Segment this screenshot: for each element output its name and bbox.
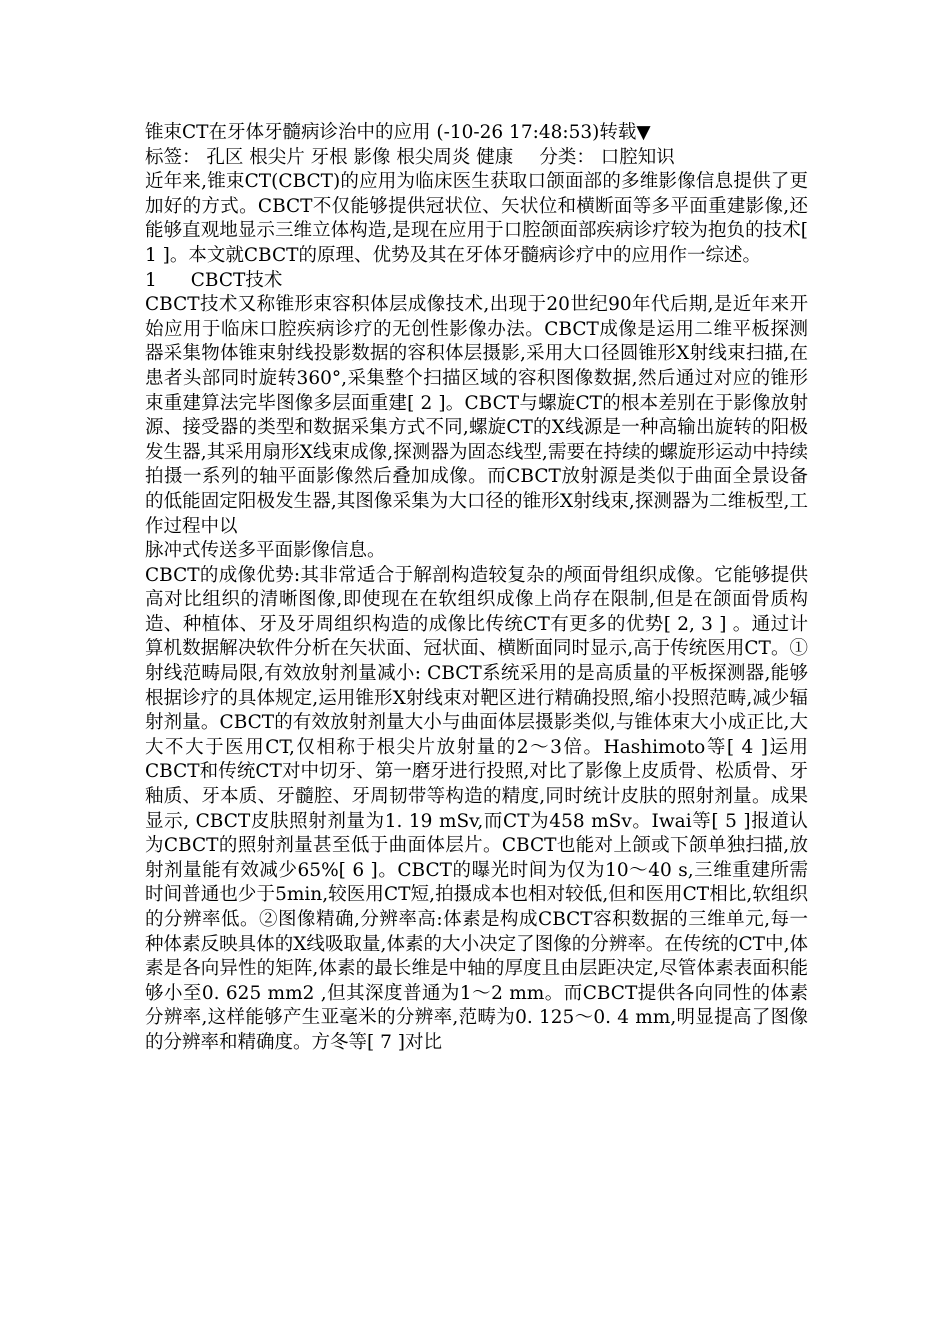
intro-paragraph: 近年来,锥束CT(CBCT)的应用为临床医生获取口颌面部的多维影像信息提供了更加好的方式。CBCT不仅能够提供冠状位、矢状位和横断面等多平面重建影像,还能够直观地显示三维立体构造,是现在应用于口腔颌面部疾病诊疗较为抱负的技术[ 1 ]。本文就CBCT的原理、优势及其在牙体牙髓病诊疗中的应用作一综述。: [145, 171, 808, 266]
article-title: 锥束CT在牙体牙髓病诊治中的应用 (-10-26 17:48:53)转载▼: [145, 122, 651, 143]
tags-label: 标签：: [145, 146, 201, 168]
section-heading: [145, 269, 808, 294]
section-number: 1: [145, 269, 157, 291]
body-paragraph-2: 脉冲式传送多平面影像信息。: [145, 540, 386, 562]
section-title: CBCT技术: [190, 269, 283, 291]
tags-line: [145, 146, 808, 171]
body-paragraph-1: CBCT技术又称锥形束容积体层成像技术,出现于20世纪90年代后期,是近年来开始应用于临床口腔疾病诊疗的无创性影像办法。CBCT成像是运用二维平板探测器采集物体锥束射线投影数据的容积体层摄影,采用大口径圆锥形X射线束扫描,在患者头部同时旋转360°,采集整个扫描区域的容积图像数据,然后通过对应的锥形束重建算法完毕图像多层面重建[ 2 ]。CBCT与螺旋CT的根本差别在于影像放射源、接受器的类型和数据采集方式不同,螺旋CT的X线源是一种高输出旋转的阳极发生器,其采用扇形X线束成像,探测器为固态线型,需要在持续的螺旋形运动中持续拍摄一系列的轴平面影像然后叠加成像。而CBCT放射源是类似于曲面全景设备的低能固定阳极发生器,其图像采集为大口径的锥形X射线束,探测器为二维板型,工作过程中以: [145, 294, 808, 537]
body-paragraph-3: CBCT的成像优势:其非常适合于解剖构造较复杂的颅面骨组织成像。它能够提供高对比组织的清晰图像,即使现在在软组织成像上尚存在限制,但是在颌面骨质构造、种植体、牙及牙周组织构造的成像比传统CT有更多的优势[ 2, 3 ] 。通过计算机数据解决软件分析在矢状面、冠状面、横断面同时显示,高于传统医用CT。①射线范畴局限,有效放射剂量减小: CBCT系统采用的是高质量的平板探测器,能够根据诊疗的具体规定,运用锥形X射线束对靶区进行精确投照,缩小投照范畴,减少辐射剂量。CBCT的有效放射剂量大小与曲面体层摄影类似,与锥体束大小成正比,大大不大于医用CT,仅相称于根尖片放射量的2～3倍。Hashimoto等[ 4 ]运用CBCT和传统CT对中切牙、第一磨牙进行投照,对比了影像上皮质骨、松质骨、牙釉质、牙本质、牙髓腔、牙周韧带等构造的精度,同时统计皮肤的照射剂量。成果显示, CBCT皮肤照射剂量为1. 19 mSv,而CT为458 mSv。Iwai等[ 5 ]报道认为CBCT的照射剂量甚至低于曲面体层片。CBCT也能对上颌或下颌单独扫描,放射剂量能有效减少65%[ 6 ]。CBCT的曝光时间为仅为10～40 s,三维重建所需时间普通也少于5min,较医用CT短,拍摄成本也相对较低,但和医用CT相比,软组织的分辨率低。②图像精确,分辨率高:体素是构成CBCT容积数据的三维单元,每一种体素反映具体的X线吸取量,体素的大小决定了图像的分辨率。在传统的CT中,体素是各向异性的矩阵,体素的最长维是中轴的厚度且由层距决定,尽管体素表面积能够小至0. 625 mm2 ,但其深度普通为1～2 mm。而CBCT提供各向同性的体素分辨率,这样能够产生亚毫米的分辨率,范畴为0. 125～0. 4 mm,明显提高了图像的分辨率和精确度。方冬等[ 7 ]对比: [145, 564, 808, 1053]
document-page: [145, 121, 808, 1056]
category-label: 分类：: [539, 146, 595, 168]
tags-list: 孔区 根尖片 牙根 影像 根尖周炎 健康: [206, 146, 514, 168]
category-value: 口腔知识: [600, 146, 675, 168]
